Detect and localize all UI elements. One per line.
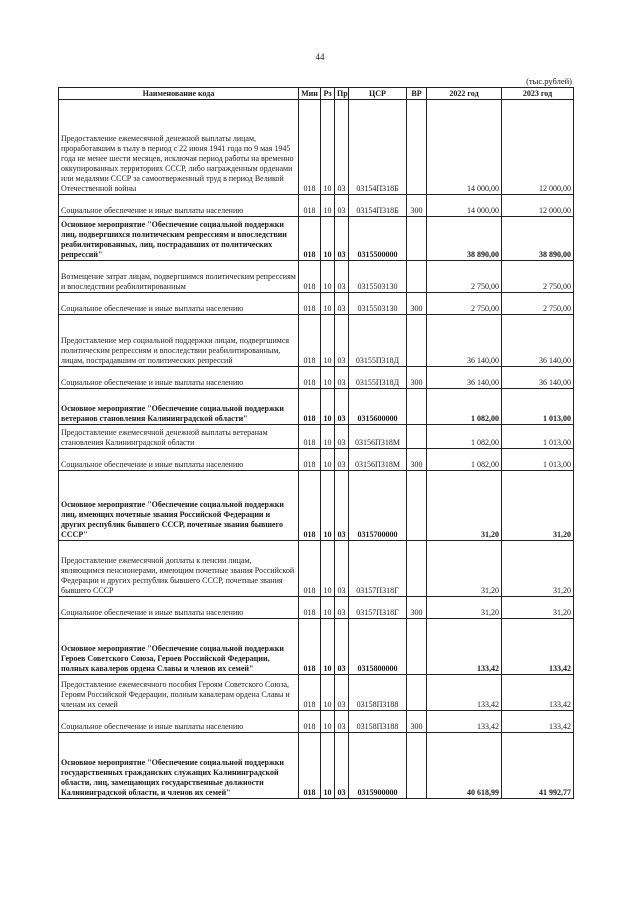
row-min: 018 [299,217,321,261]
table-row [59,619,574,675]
table-row [59,195,574,217]
row-vr [407,100,427,195]
row-csr: 0315503130 [349,261,407,293]
row-pr: 03 [335,100,349,195]
row-vr [407,217,427,261]
table-row [59,449,574,471]
row-amount-2023: 1 013,00 [502,425,574,449]
column-header-rz: Рз [321,88,335,100]
row-pr: 03 [335,619,349,675]
row-name: Основное мероприятие "Обеспечение социальной поддержки ветеранов становления Калининградской области" [59,389,299,425]
row-vr [407,471,427,541]
row-amount-2022: 133,42 [427,675,502,711]
row-pr: 03 [335,733,349,799]
row-rz: 10 [321,619,335,675]
row-name: Предоставление мер социальной поддержки лицам, подвергшимся политическим репрессиям и впоследствии реабилитированным, лицам, пострадавшим от политических репрессий [59,315,299,367]
page-number: 44 [315,52,325,62]
row-name: Предоставление ежемесячного пособия Героям Советского Союза, Героям Российской Федерации, полным кавалерам ордена Славы и членам их семей [59,675,299,711]
row-csr: 03158П3188 [349,711,407,733]
row-min: 018 [299,675,321,711]
row-csr: 03156П318М [349,425,407,449]
row-rz: 10 [321,597,335,619]
table-row [59,733,574,799]
row-amount-2022: 31,20 [427,471,502,541]
row-rz: 10 [321,711,335,733]
table-body [59,100,574,799]
row-vr: 300 [407,195,427,217]
row-csr: 03156П318М [349,449,407,471]
row-pr: 03 [335,425,349,449]
row-vr: 300 [407,711,427,733]
row-rz: 10 [321,100,335,195]
row-csr: 03155П318Д [349,367,407,389]
row-rz: 10 [321,733,335,799]
row-amount-2022: 36 140,00 [427,367,502,389]
row-amount-2023: 133,42 [502,711,574,733]
table-row [59,471,574,541]
row-csr: 0315800000 [349,619,407,675]
row-name: Социальное обеспечение и иные выплаты населению [59,711,299,733]
row-amount-2023: 38 890,00 [502,217,574,261]
row-rz: 10 [321,675,335,711]
row-vr: 300 [407,367,427,389]
row-name: Социальное обеспечение и иные выплаты населению [59,195,299,217]
row-pr: 03 [335,471,349,541]
row-vr: 300 [407,597,427,619]
row-amount-2023: 2 750,00 [502,293,574,315]
column-header-name: Наименование кода [59,88,299,100]
row-name: Основное мероприятие "Обеспечение социальной поддержки лиц, подвергшихся политическим репрессиям и впоследствии реабилитированных, лиц, пострадавших от политических репрессий" [59,217,299,261]
row-csr: 03157П318Г [349,597,407,619]
row-min: 018 [299,711,321,733]
row-min: 018 [299,619,321,675]
row-amount-2023: 31,20 [502,471,574,541]
row-min: 018 [299,733,321,799]
row-pr: 03 [335,449,349,471]
row-csr: 0315503130 [349,293,407,315]
units-label: (тыс.рублей) [526,76,572,86]
table-header-row [59,88,574,100]
row-amount-2023: 31,20 [502,541,574,597]
row-amount-2023: 31,20 [502,597,574,619]
row-pr: 03 [335,293,349,315]
row-csr: 0315900000 [349,733,407,799]
row-csr: 0315600000 [349,389,407,425]
row-pr: 03 [335,261,349,293]
table-row [59,425,574,449]
row-name: Социальное обеспечение и иные выплаты населению [59,449,299,471]
row-pr: 03 [335,597,349,619]
row-name: Социальное обеспечение и иные выплаты населению [59,293,299,315]
row-name: Социальное обеспечение и иные выплаты населению [59,597,299,619]
row-pr: 03 [335,541,349,597]
table-row [59,100,574,195]
row-rz: 10 [321,261,335,293]
row-pr: 03 [335,389,349,425]
row-name: Основное мероприятие "Обеспечение социальной поддержки лиц, имеющих почетные звания Российской Федерации и других республик бывшего СССР, почетные звания бывшего СССР" [59,471,299,541]
row-rz: 10 [321,315,335,367]
table-row [59,541,574,597]
row-csr: 03155П318Д [349,315,407,367]
row-vr: 300 [407,449,427,471]
row-pr: 03 [335,367,349,389]
row-vr [407,619,427,675]
row-pr: 03 [335,217,349,261]
row-rz: 10 [321,471,335,541]
table-row [59,367,574,389]
row-csr: 03154П318Б [349,100,407,195]
row-amount-2022: 36 140,00 [427,315,502,367]
row-min: 018 [299,471,321,541]
row-vr [407,261,427,293]
row-amount-2022: 31,20 [427,541,502,597]
table-row [59,711,574,733]
row-vr [407,541,427,597]
row-min: 018 [299,541,321,597]
row-pr: 03 [335,315,349,367]
row-amount-2023: 133,42 [502,675,574,711]
table-row [59,261,574,293]
row-amount-2023: 133,42 [502,619,574,675]
row-name: Предоставление ежемесячной денежной выплаты лицам, проработавшим в тылу в период с 22 июня 1941 года по 9 мая 1945 года не менее шести месяцев, исключая период работы на временно оккупированных территориях СССР, либо награжденным орденами или медалями СССР за самоотверженный труд в период Великой Отечественной войны [59,100,299,195]
row-amount-2022: 31,20 [427,597,502,619]
row-name: Социальное обеспечение и иные выплаты населению [59,367,299,389]
row-min: 018 [299,195,321,217]
row-csr: 03157П318Г [349,541,407,597]
row-name: Предоставление ежемесячной денежной выплаты ветеранам становления Калининградской области [59,425,299,449]
row-amount-2022: 38 890,00 [427,217,502,261]
budget-table [58,87,574,799]
row-rz: 10 [321,541,335,597]
row-vr [407,733,427,799]
row-amount-2022: 1 082,00 [427,449,502,471]
row-csr: 0315500000 [349,217,407,261]
column-header-min: Мин [299,88,321,100]
row-amount-2022: 133,42 [427,619,502,675]
row-min: 018 [299,597,321,619]
row-rz: 10 [321,425,335,449]
row-csr: 03154П318Б [349,195,407,217]
row-rz: 10 [321,389,335,425]
row-amount-2022: 2 750,00 [427,293,502,315]
row-rz: 10 [321,217,335,261]
row-amount-2022: 133,42 [427,711,502,733]
row-amount-2023: 12 000,00 [502,195,574,217]
row-vr: 300 [407,293,427,315]
row-min: 018 [299,389,321,425]
row-csr: 0315700000 [349,471,407,541]
row-name: Предоставление ежемесячной доплаты к пенсии лицам, являющимся пенсионерами, имеющим почетные звания Российской Федерации и других республик бывшего СССР, почетные звания бывшего СССР [59,541,299,597]
row-pr: 03 [335,711,349,733]
row-amount-2023: 36 140,00 [502,315,574,367]
table-row [59,293,574,315]
row-vr [407,675,427,711]
row-rz: 10 [321,367,335,389]
row-min: 018 [299,261,321,293]
row-pr: 03 [335,195,349,217]
table-row [59,389,574,425]
table-row [59,217,574,261]
row-amount-2023: 36 140,00 [502,367,574,389]
row-amount-2023: 1 013,00 [502,449,574,471]
row-vr [407,425,427,449]
row-vr [407,389,427,425]
table-row [59,315,574,367]
row-pr: 03 [335,675,349,711]
row-amount-2022: 2 750,00 [427,261,502,293]
row-vr [407,315,427,367]
row-min: 018 [299,315,321,367]
row-rz: 10 [321,449,335,471]
column-header-2022: 2022 год [427,88,502,100]
table-row [59,597,574,619]
column-header-2023: 2023 год [502,88,574,100]
row-name: Основное мероприятие "Обеспечение социальной поддержки Героев Советского Союза, Героев Российской Федерации, полных кавалеров ордена Славы и членов их семей" [59,619,299,675]
row-amount-2022: 14 000,00 [427,100,502,195]
row-rz: 10 [321,195,335,217]
table-row [59,675,574,711]
row-min: 018 [299,449,321,471]
column-header-vr: ВР [407,88,427,100]
row-min: 018 [299,367,321,389]
column-header-csr: ЦСР [349,88,407,100]
row-amount-2022: 1 082,00 [427,389,502,425]
row-amount-2022: 1 082,00 [427,425,502,449]
row-name: Основное мероприятие "Обеспечение социальной поддержки государственных гражданских служащих Калининградской области, лиц, замещающих государственные должности Калининградской области, и членов их семей" [59,733,299,799]
row-csr: 03158П3188 [349,675,407,711]
row-min: 018 [299,100,321,195]
row-amount-2023: 2 750,00 [502,261,574,293]
row-rz: 10 [321,293,335,315]
row-amount-2022: 40 618,99 [427,733,502,799]
row-amount-2023: 41 992,77 [502,733,574,799]
row-min: 018 [299,425,321,449]
row-amount-2022: 14 000,00 [427,195,502,217]
column-header-pr: Пр [335,88,349,100]
row-amount-2023: 12 000,00 [502,100,574,195]
row-name: Возмещение затрат лицам, подвергшимся политическим репрессиям и впоследствии реабилитированным [59,261,299,293]
row-amount-2023: 1 013,00 [502,389,574,425]
row-min: 018 [299,293,321,315]
